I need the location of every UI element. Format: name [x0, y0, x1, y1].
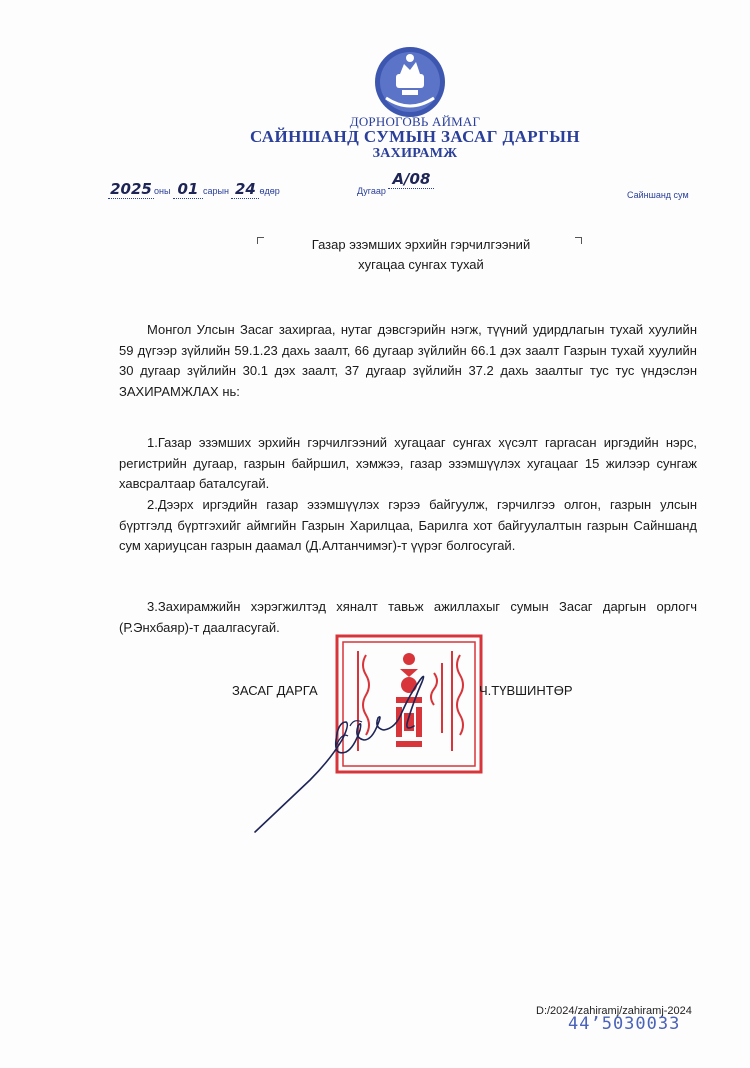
- subject: [260, 235, 582, 275]
- file-path: D:/2024/zahiramj/zahiramj-2024: [536, 1005, 692, 1017]
- order-number-line: [357, 170, 434, 199]
- stamp-code: 44’5030033: [568, 1014, 681, 1034]
- signatory-name: Ч.ТҮВШИНТӨР: [479, 683, 573, 698]
- date-month: 01: [173, 180, 203, 199]
- date-line: [108, 180, 280, 199]
- order-number: А/08: [388, 170, 434, 189]
- order-number-label: Дугаар: [357, 186, 386, 196]
- date-day-suffix: өдөр: [259, 186, 280, 196]
- date-year: 2025: [108, 180, 154, 199]
- header-aimag: ДОРНОГОВЬ АЙМАГ: [349, 114, 481, 129]
- header-organization: САЙНШАНД СУМЫН ЗАСАГ ДАРГЫН: [249, 127, 581, 146]
- date-month-suffix: сарын: [202, 186, 229, 196]
- date-year-suffix: оны: [154, 186, 171, 196]
- subject-line-1: Газар эзэмших эрхийн гэрчилгээний: [311, 237, 531, 252]
- place: Сайншанд сум: [627, 190, 689, 200]
- body-paragraph-1: Монгол Улсын Засаг захиргаа, нутаг дэвсгэрийн нэгж, түүний удирдлагын тухай хуулийн 59 дүгээр зүйлийн 59.1.23 дахь заалт, 66 дугаар зүйлийн 66.1 дэх заалт Газрын тухай хуулийн 30 дугаар зүйлийн 30.1 дэх заалт, 37 дугаар зүйлийн 37.2 дахь заалтыг тус тус үндэслэн ЗАХИРАМЖЛАХ нь:: [119, 322, 697, 399]
- body-paragraph-3: 2.Дээрх иргэдийн газар эзэмшүүлэх гэрээ байгуулж, гэрчилгээ олгон, газрын улсын бүртгэлд бүртгэхийг аймгийн Газрын Харилцаа, Барилга хот байгуулалтын газрын Сайншанд сум хариуцсан газрын даамал (Д.Алтанчимэг)-т үүрэг болгосугай.: [119, 497, 697, 553]
- header-doc-type: ЗАХИРАМЖ: [372, 146, 458, 161]
- state-emblem-icon: [372, 44, 448, 120]
- signatory-role: ЗАСАГ ДАРГА: [232, 683, 318, 698]
- date-day: 24: [231, 180, 259, 199]
- body-paragraph-4: 3.Захирамжийн хэрэгжилтэд хяналт тавьж ажиллахыг сумын Засаг даргын орлогч (Р.Энхбаяр)-т даалгасугай.: [119, 599, 697, 635]
- subject-line-2: хугацаа сунгах тухай: [358, 257, 484, 272]
- body-paragraph-2: 1.Газар эзэмших эрхийн гэрчилгээний хугацааг сунгах хүсэлт гаргасан иргэдийн нэрс, регистрийн дугаар, газрын байршил, хэмжээ, газар эзэмшүүлэх хугацааг 15 жилээр сунгаж хавсралтаар баталсугай.: [119, 435, 697, 491]
